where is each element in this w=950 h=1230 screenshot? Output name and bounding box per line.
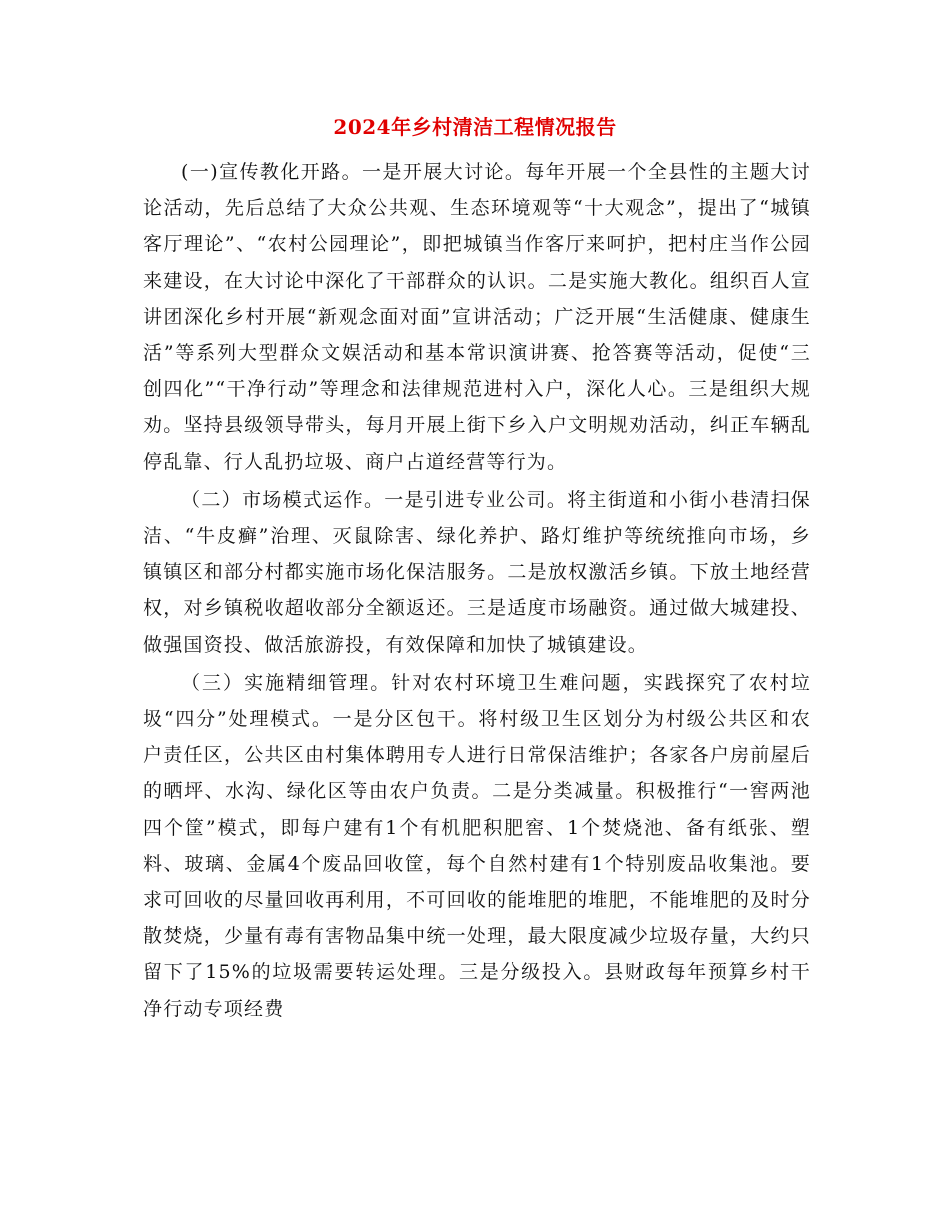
document-body <box>143 154 811 1028</box>
document-title: 2024年乡村清洁工程情况报告 <box>333 115 617 139</box>
paragraph-publicity: (一)宣传教化开路。一是开展大讨论。每年开展一个全县性的主题大讨论活动，先后总结了大众公共观、生态环境观等“十大观念”，提出了“城镇客厅理论”、“农村公园理论”，即把城镇当作客厅来呵护，把村庄当作公园来建设，在大讨论中深化了干部群众的认识。二是实施大教化。组织百人宣讲团深化乡村开展“新观念面对面”宣讲活动；广泛开展“生活健康、健康生活”等系列大型群众文娱活动和基本常识演讲赛、抢答赛等活动，促使“三创四化”“干净行动”等理念和法律规范进村入户，深化人心。三是组织大规劝。坚持县级领导带头，每月开展上街下乡入户文明规劝活动，纠正车辆乱停乱靠、行人乱扔垃圾、商户占道经营等行为。 <box>143 161 811 473</box>
paragraph-management: （三）实施精细管理。针对农村环境卫生难问题，实践探究了农村垃圾“四分”处理模式。一是分区包干。将村级卫生区划分为村级公共区和农户责任区，公共区由村集体聘用专人进行日常保洁维护；各家各户房前屋后的晒坪、水沟、绿化区等由农户负责。二是分类减量。积极推行“一窖两池四个筐”模式，即每户建有1个有机肥积肥窖、1个焚烧池、备有纸张、塑料、玻璃、金属4个废品回收筐，每个自然村建有1个特别废品收集池。要求可回收的尽量回收再利用，不可回收的能堆肥的堆肥，不能堆肥的及时分散焚烧，少量有毒有害物品集中统一处理，最大限度减少垃圾存量，大约只留下了15%的垃圾需要转运处理。三是分级投入。县财政每年预算乡村干净行动专项经费 <box>143 671 811 1020</box>
paragraph-market: （二）市场模式运作。一是引进专业公司。将主街道和小街小巷清扫保洁、“牛皮癣”治理、灭鼠除害、绿化养护、路灯维护等统统推向市场，乡镇镇区和部分村都实施市场化保洁服务。二是放权激活乡镇。下放土地经营权，对乡镇税收超收部分全额返还。三是适度市场融资。通过做大城建投、做强国资投、做活旅游投，有效保障和加快了城镇建设。 <box>143 488 811 656</box>
